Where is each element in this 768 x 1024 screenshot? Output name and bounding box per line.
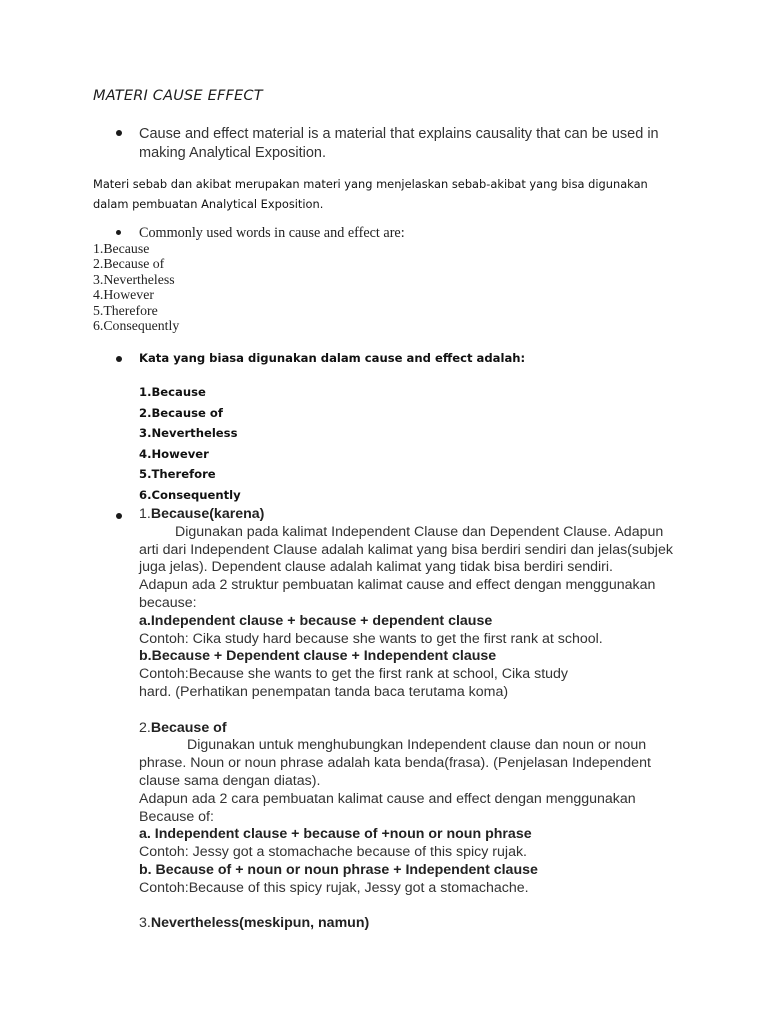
- bullet-icon: [116, 230, 121, 235]
- section-title: Because of: [150, 719, 227, 736]
- list-item: 5.Therefore: [139, 467, 216, 482]
- text-line: Because of:: [139, 808, 214, 825]
- example-b: Contoh:Because of this spicy rujak, Jessy got a stomachache.: [139, 879, 529, 896]
- list-item: 3.Nevertheless: [93, 271, 175, 287]
- text-line: arti dari Independent Clause adalah kalimat yang bisa berdiri sendiri dan jelas(subjek: [139, 541, 673, 558]
- intro-english: [139, 125, 679, 163]
- common-words-list: [93, 241, 179, 333]
- text-line: Digunakan untuk menghubungkan Independent clause dan noun or noun: [187, 737, 647, 754]
- structure-a: a. Independent clause + because of +noun or noun phrase: [139, 826, 532, 843]
- kata-list: [139, 382, 241, 506]
- section-title: Nevertheless(meskipun, namun): [150, 915, 370, 932]
- list-item: 6.Consequently: [93, 318, 180, 334]
- common-words-heading: Commonly used words in cause and effect are:: [139, 225, 405, 241]
- list-item: 6.Consequently: [139, 487, 241, 502]
- list-item: 1.Because: [139, 385, 206, 399]
- spacer: [139, 898, 679, 916]
- text-line: because:: [139, 594, 197, 611]
- spacer: [139, 702, 679, 720]
- text-line: making Analytical Exposition.: [139, 145, 326, 161]
- list-item: 5.Therefore: [93, 302, 158, 318]
- structure-b: b.Because + Dependent clause + Independent clause: [139, 648, 497, 665]
- bullet-icon: [116, 513, 122, 519]
- section-title: Because(karena): [150, 506, 265, 522]
- page-title: MATERI CAUSE EFFECT: [93, 88, 263, 104]
- list-item: 4.However: [139, 446, 209, 461]
- text-line: Adapun ada 2 struktur pembuatan kalimat cause and effect dengan menggunakan: [139, 577, 656, 594]
- section-because: [139, 506, 679, 933]
- text-line: juga jelas). Dependent clause adalah kalimat yang tidak bisa berdiri sendiri.: [139, 559, 613, 576]
- section-heading: [139, 720, 679, 738]
- list-item: 2.Because of: [139, 405, 223, 420]
- section-heading: [139, 506, 679, 524]
- section-number: 3.: [139, 915, 151, 932]
- text-line: dalam pembuatan Analytical Exposition.: [93, 197, 324, 211]
- bullet-icon: [116, 130, 122, 136]
- example-b-line: Contoh:Because she wants to get the first rank at school, Cika study: [139, 666, 569, 683]
- example-b-line: hard. (Perhatikan penempatan tanda baca terutama koma): [139, 683, 509, 700]
- section-number: 2.: [139, 719, 151, 736]
- list-item: 3.Nevertheless: [139, 426, 238, 441]
- list-item: 4.However: [93, 287, 154, 303]
- intro-indonesian: [93, 174, 693, 214]
- example-a: Contoh: Jessy got a stomachache because of this spicy rujak.: [139, 844, 527, 861]
- text-line: Digunakan pada kalimat Independent Clause dan Dependent Clause. Adapun: [175, 523, 664, 540]
- list-item: 1.Because: [93, 241, 150, 256]
- section-heading: [139, 915, 679, 933]
- example-a: Contoh: Cika study hard because she wants to get the first rank at school.: [139, 630, 603, 647]
- text-line: clause sama dengan diatas).: [139, 772, 321, 789]
- text-line: Cause and effect material is a material that explains causality that can be used in: [139, 126, 659, 142]
- list-item: 2.Because of: [93, 256, 165, 272]
- structure-a: a.Independent clause + because + dependent clause: [139, 612, 493, 629]
- structure-b: b. Because of + noun or noun phrase + Independent clause: [139, 861, 538, 878]
- section-number: 1.: [139, 506, 151, 522]
- bullet-icon: [116, 356, 122, 362]
- text-line: phrase. Noun or noun phrase adalah kata benda(frasa). (Penjelasan Independent: [139, 755, 651, 772]
- kata-heading: Kata yang biasa digunakan dalam cause and effect adalah:: [139, 351, 526, 365]
- text-line: Materi sebab dan akibat merupakan materi yang menjelaskan sebab-akibat yang bisa digunakan: [93, 177, 648, 191]
- text-line: Adapun ada 2 cara pembuatan kalimat cause and effect dengan menggunakan: [139, 790, 636, 807]
